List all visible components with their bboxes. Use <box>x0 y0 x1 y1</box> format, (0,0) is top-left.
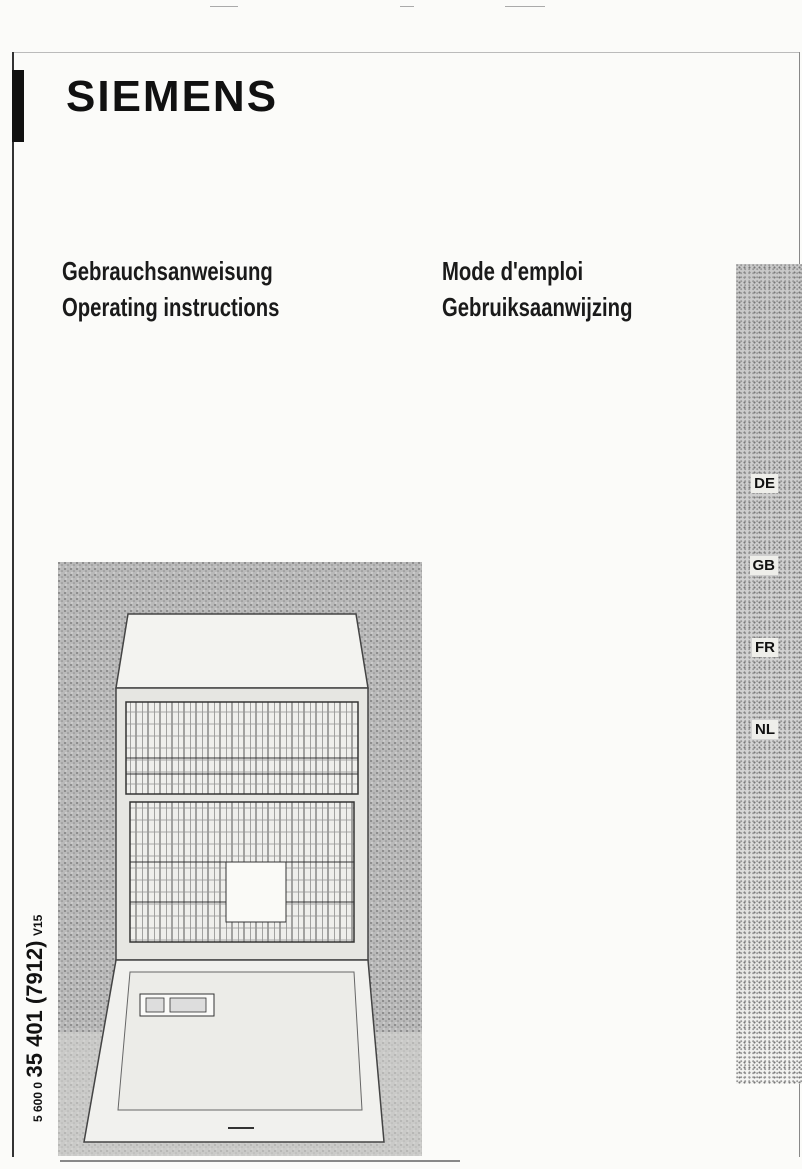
language-tab-fr[interactable]: FR <box>752 638 778 657</box>
title-de: Gebrauchsanweisung <box>62 256 273 286</box>
language-strip <box>736 264 802 1084</box>
binding-tab <box>12 70 24 142</box>
title-nl: Gebruiksaanwijzing <box>442 292 633 322</box>
page-border-left <box>12 52 14 1157</box>
title-gb: Operating instructions <box>62 292 280 322</box>
document-code <box>22 915 48 1122</box>
language-tab-de[interactable]: DE <box>751 474 778 493</box>
dishwasher-photo <box>58 562 422 1156</box>
language-tab-gb[interactable]: GB <box>750 556 779 575</box>
document-code-main: 35 401 (7912) <box>22 940 47 1078</box>
title-fr: Mode d'emploi <box>442 256 584 286</box>
brand-logo: SIEMENS <box>66 72 279 121</box>
footer-line <box>60 1160 460 1162</box>
document-code-suffix: V15 <box>31 914 45 937</box>
language-tab-nl[interactable]: NL <box>752 720 778 739</box>
page-border-top <box>12 52 800 53</box>
document-code-prefix: 5 600 0 <box>31 1081 45 1122</box>
